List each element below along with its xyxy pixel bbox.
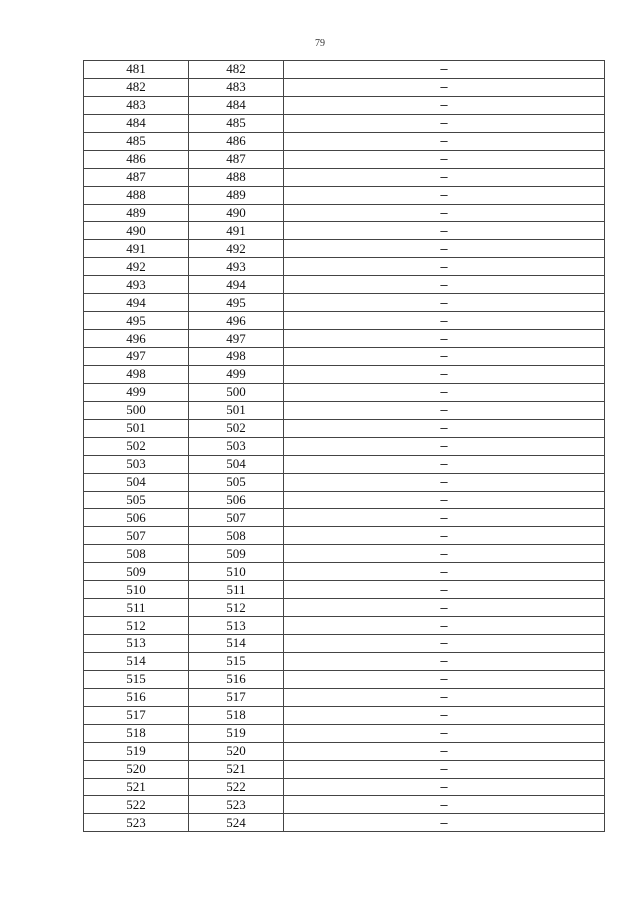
cell-from: 518 xyxy=(84,724,189,742)
cell-from: 488 xyxy=(84,186,189,204)
cell-value: – xyxy=(284,365,605,383)
cell-to: 503 xyxy=(189,437,284,455)
cell-value: – xyxy=(284,419,605,437)
table-row xyxy=(84,276,605,294)
table-row xyxy=(84,599,605,617)
cell-to: 489 xyxy=(189,186,284,204)
cell-value: – xyxy=(284,527,605,545)
cell-value: – xyxy=(284,114,605,132)
cell-to: 518 xyxy=(189,706,284,724)
cell-from: 483 xyxy=(84,96,189,114)
cell-to: 511 xyxy=(189,581,284,599)
page-number: 79 xyxy=(315,38,325,49)
cell-value: – xyxy=(284,294,605,312)
table-row xyxy=(84,563,605,581)
cell-to: 524 xyxy=(189,814,284,832)
table-row xyxy=(84,132,605,150)
table-row xyxy=(84,527,605,545)
table-row xyxy=(84,581,605,599)
cell-value: – xyxy=(284,724,605,742)
table-row xyxy=(84,240,605,258)
cell-from: 482 xyxy=(84,78,189,96)
cell-value: – xyxy=(284,670,605,688)
cell-from: 490 xyxy=(84,222,189,240)
cell-value: – xyxy=(284,78,605,96)
table-row xyxy=(84,742,605,760)
table-row xyxy=(84,545,605,563)
table-row xyxy=(84,78,605,96)
cell-to: 513 xyxy=(189,617,284,635)
cell-from: 487 xyxy=(84,168,189,186)
cell-to: 491 xyxy=(189,222,284,240)
cell-value: – xyxy=(284,617,605,635)
cell-from: 486 xyxy=(84,150,189,168)
table-row xyxy=(84,635,605,653)
cell-value: – xyxy=(284,652,605,670)
cell-from: 511 xyxy=(84,599,189,617)
cell-to: 505 xyxy=(189,473,284,491)
cell-to: 483 xyxy=(189,78,284,96)
cell-value: – xyxy=(284,473,605,491)
cell-value: – xyxy=(284,276,605,294)
cell-value: – xyxy=(284,383,605,401)
table-row xyxy=(84,258,605,276)
table-row xyxy=(84,419,605,437)
cell-to: 493 xyxy=(189,258,284,276)
cell-to: 482 xyxy=(189,61,284,79)
cell-value: – xyxy=(284,312,605,330)
table-row xyxy=(84,706,605,724)
cell-from: 481 xyxy=(84,61,189,79)
table-row xyxy=(84,330,605,348)
cell-to: 510 xyxy=(189,563,284,581)
cell-from: 509 xyxy=(84,563,189,581)
cell-value: – xyxy=(284,635,605,653)
cell-value: – xyxy=(284,706,605,724)
cell-to: 522 xyxy=(189,778,284,796)
cell-from: 515 xyxy=(84,670,189,688)
table-row xyxy=(84,778,605,796)
cell-to: 492 xyxy=(189,240,284,258)
table-row xyxy=(84,365,605,383)
table-row xyxy=(84,509,605,527)
cell-to: 516 xyxy=(189,670,284,688)
cell-from: 493 xyxy=(84,276,189,294)
cell-from: 506 xyxy=(84,509,189,527)
cell-to: 514 xyxy=(189,635,284,653)
cell-from: 498 xyxy=(84,365,189,383)
table-row xyxy=(84,114,605,132)
table-row xyxy=(84,796,605,814)
table-row xyxy=(84,652,605,670)
cell-to: 500 xyxy=(189,383,284,401)
cell-value: – xyxy=(284,742,605,760)
cell-from: 484 xyxy=(84,114,189,132)
table-row xyxy=(84,491,605,509)
cell-value: – xyxy=(284,563,605,581)
cell-from: 516 xyxy=(84,688,189,706)
table-row xyxy=(84,348,605,366)
cell-to: 490 xyxy=(189,204,284,222)
cell-from: 494 xyxy=(84,294,189,312)
cell-to: 487 xyxy=(189,150,284,168)
cell-value: – xyxy=(284,330,605,348)
cell-from: 512 xyxy=(84,617,189,635)
table-row xyxy=(84,455,605,473)
cell-from: 517 xyxy=(84,706,189,724)
cell-to: 509 xyxy=(189,545,284,563)
cell-value: – xyxy=(284,186,605,204)
table-row xyxy=(84,437,605,455)
cell-from: 519 xyxy=(84,742,189,760)
cell-value: – xyxy=(284,688,605,706)
cell-from: 500 xyxy=(84,401,189,419)
cell-to: 517 xyxy=(189,688,284,706)
cell-value: – xyxy=(284,491,605,509)
cell-value: – xyxy=(284,204,605,222)
cell-to: 498 xyxy=(189,348,284,366)
cell-to: 504 xyxy=(189,455,284,473)
cell-from: 520 xyxy=(84,760,189,778)
table-row xyxy=(84,617,605,635)
cell-to: 508 xyxy=(189,527,284,545)
cell-from: 503 xyxy=(84,455,189,473)
cell-to: 488 xyxy=(189,168,284,186)
cell-value: – xyxy=(284,581,605,599)
cell-value: – xyxy=(284,222,605,240)
cell-value: – xyxy=(284,150,605,168)
cell-to: 507 xyxy=(189,509,284,527)
cell-from: 496 xyxy=(84,330,189,348)
cell-to: 499 xyxy=(189,365,284,383)
cell-to: 484 xyxy=(189,96,284,114)
cell-value: – xyxy=(284,258,605,276)
cell-from: 510 xyxy=(84,581,189,599)
cell-from: 508 xyxy=(84,545,189,563)
cell-from: 485 xyxy=(84,132,189,150)
cell-value: – xyxy=(284,796,605,814)
cell-to: 495 xyxy=(189,294,284,312)
table-row xyxy=(84,670,605,688)
data-table xyxy=(83,60,605,832)
cell-to: 512 xyxy=(189,599,284,617)
table-row xyxy=(84,294,605,312)
cell-to: 501 xyxy=(189,401,284,419)
cell-from: 497 xyxy=(84,348,189,366)
table-row xyxy=(84,383,605,401)
cell-value: – xyxy=(284,778,605,796)
cell-from: 489 xyxy=(84,204,189,222)
cell-from: 499 xyxy=(84,383,189,401)
cell-to: 496 xyxy=(189,312,284,330)
cell-value: – xyxy=(284,814,605,832)
cell-from: 505 xyxy=(84,491,189,509)
table-row xyxy=(84,96,605,114)
cell-value: – xyxy=(284,455,605,473)
cell-to: 497 xyxy=(189,330,284,348)
table-row xyxy=(84,814,605,832)
cell-to: 515 xyxy=(189,652,284,670)
cell-from: 504 xyxy=(84,473,189,491)
cell-from: 522 xyxy=(84,796,189,814)
table-row xyxy=(84,473,605,491)
cell-value: – xyxy=(284,599,605,617)
table-row xyxy=(84,312,605,330)
table-row xyxy=(84,61,605,79)
cell-to: 485 xyxy=(189,114,284,132)
table-row xyxy=(84,688,605,706)
cell-from: 501 xyxy=(84,419,189,437)
cell-from: 514 xyxy=(84,652,189,670)
table-body xyxy=(84,61,605,832)
cell-to: 486 xyxy=(189,132,284,150)
cell-from: 492 xyxy=(84,258,189,276)
table-row xyxy=(84,204,605,222)
cell-value: – xyxy=(284,401,605,419)
cell-to: 494 xyxy=(189,276,284,294)
cell-value: – xyxy=(284,168,605,186)
cell-from: 523 xyxy=(84,814,189,832)
cell-value: – xyxy=(284,509,605,527)
table-row xyxy=(84,222,605,240)
cell-to: 519 xyxy=(189,724,284,742)
cell-from: 502 xyxy=(84,437,189,455)
table-row xyxy=(84,724,605,742)
cell-from: 495 xyxy=(84,312,189,330)
cell-from: 491 xyxy=(84,240,189,258)
cell-value: – xyxy=(284,545,605,563)
cell-value: – xyxy=(284,760,605,778)
cell-to: 506 xyxy=(189,491,284,509)
cell-from: 521 xyxy=(84,778,189,796)
table-row xyxy=(84,186,605,204)
cell-to: 523 xyxy=(189,796,284,814)
table-row xyxy=(84,401,605,419)
cell-value: – xyxy=(284,132,605,150)
table-row xyxy=(84,760,605,778)
cell-to: 521 xyxy=(189,760,284,778)
cell-value: – xyxy=(284,96,605,114)
cell-to: 520 xyxy=(189,742,284,760)
cell-value: – xyxy=(284,240,605,258)
cell-value: – xyxy=(284,348,605,366)
cell-to: 502 xyxy=(189,419,284,437)
table-row xyxy=(84,150,605,168)
cell-from: 513 xyxy=(84,635,189,653)
cell-value: – xyxy=(284,437,605,455)
cell-value: – xyxy=(284,61,605,79)
cell-from: 507 xyxy=(84,527,189,545)
table-row xyxy=(84,168,605,186)
